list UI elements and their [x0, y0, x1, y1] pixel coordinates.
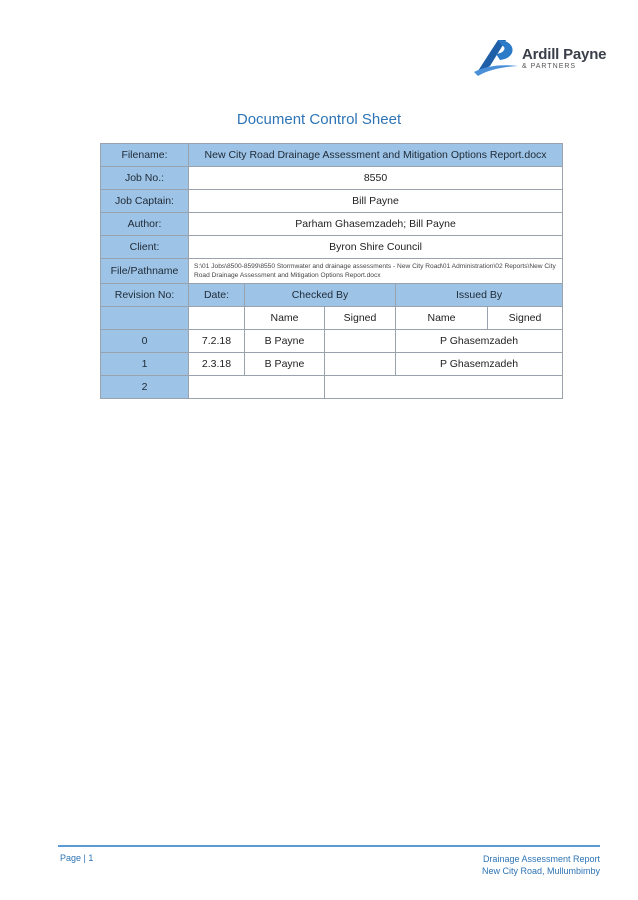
company-logo	[472, 36, 612, 76]
footer-report-info	[482, 853, 600, 877]
table-row	[101, 307, 563, 330]
table-row	[101, 236, 563, 259]
job-no-value: 8550	[189, 167, 563, 190]
issued-by-label: Issued By	[396, 284, 563, 307]
path-label: File/Pathname	[101, 259, 189, 284]
client-value: Byron Shire Council	[189, 236, 563, 259]
job-no-label: Job No.:	[101, 167, 189, 190]
checked-name: B Payne	[245, 353, 325, 376]
client-label: Client:	[101, 236, 189, 259]
issued-name: P Ghasemzadeh	[396, 353, 563, 376]
author-value: Parham Ghasemzadeh; Bill Payne	[189, 213, 563, 236]
revision-number: 1	[101, 353, 189, 376]
issued-signed-header: Signed	[488, 307, 563, 330]
revision-number: 0	[101, 330, 189, 353]
revision-date	[189, 376, 325, 399]
filename-label: Filename:	[101, 144, 189, 167]
table-row	[101, 376, 563, 399]
table-row	[101, 144, 563, 167]
footer-report-title: Drainage Assessment Report	[482, 854, 600, 864]
date-label: Date:	[189, 284, 245, 307]
checked-by-label: Checked By	[245, 284, 396, 307]
logo-sub: & PARTNERS	[522, 63, 577, 70]
checked-signed	[325, 330, 396, 353]
table-row	[101, 167, 563, 190]
checked-name: B Payne	[245, 330, 325, 353]
filename-value: New City Road Drainage Assessment and Mitigation Options Report.docx	[189, 144, 563, 167]
blank-header-cell	[101, 307, 189, 330]
blank-date-cell	[189, 307, 245, 330]
job-captain-value: Bill Payne	[189, 190, 563, 213]
document-control-table	[100, 143, 563, 399]
table-row	[101, 213, 563, 236]
job-captain-label: Job Captain:	[101, 190, 189, 213]
table-row	[101, 353, 563, 376]
logo-name: Ardill Payne	[522, 46, 607, 63]
revision-date: 2.3.18	[189, 353, 245, 376]
logo-mark-icon	[472, 36, 520, 76]
table-row	[101, 330, 563, 353]
footer-page-number: Page | 1	[60, 853, 94, 863]
page-title: Document Control Sheet	[236, 111, 402, 128]
revision-date: 7.2.18	[189, 330, 245, 353]
table-row	[101, 284, 563, 307]
table-row	[101, 259, 563, 284]
footer-divider	[58, 845, 600, 847]
issued-name	[325, 376, 563, 399]
author-label: Author:	[101, 213, 189, 236]
revision-number: 2	[101, 376, 189, 399]
issued-name-header: Name	[396, 307, 488, 330]
issued-name: P Ghasemzadeh	[396, 330, 563, 353]
revision-label: Revision No:	[101, 284, 189, 307]
checked-signed	[325, 353, 396, 376]
footer-location: New City Road, Mullumbimby	[481, 866, 600, 876]
checked-name-header: Name	[245, 307, 325, 330]
table-row	[101, 190, 563, 213]
path-value: S:\01 Jobs\8500-8599\8550 Stormwater and drainage assessments - New City Road\01 Administration\02 Reports\New City Road Drainage Assessment and Mitigation Options Report.docx	[189, 259, 563, 284]
checked-signed-header: Signed	[325, 307, 396, 330]
